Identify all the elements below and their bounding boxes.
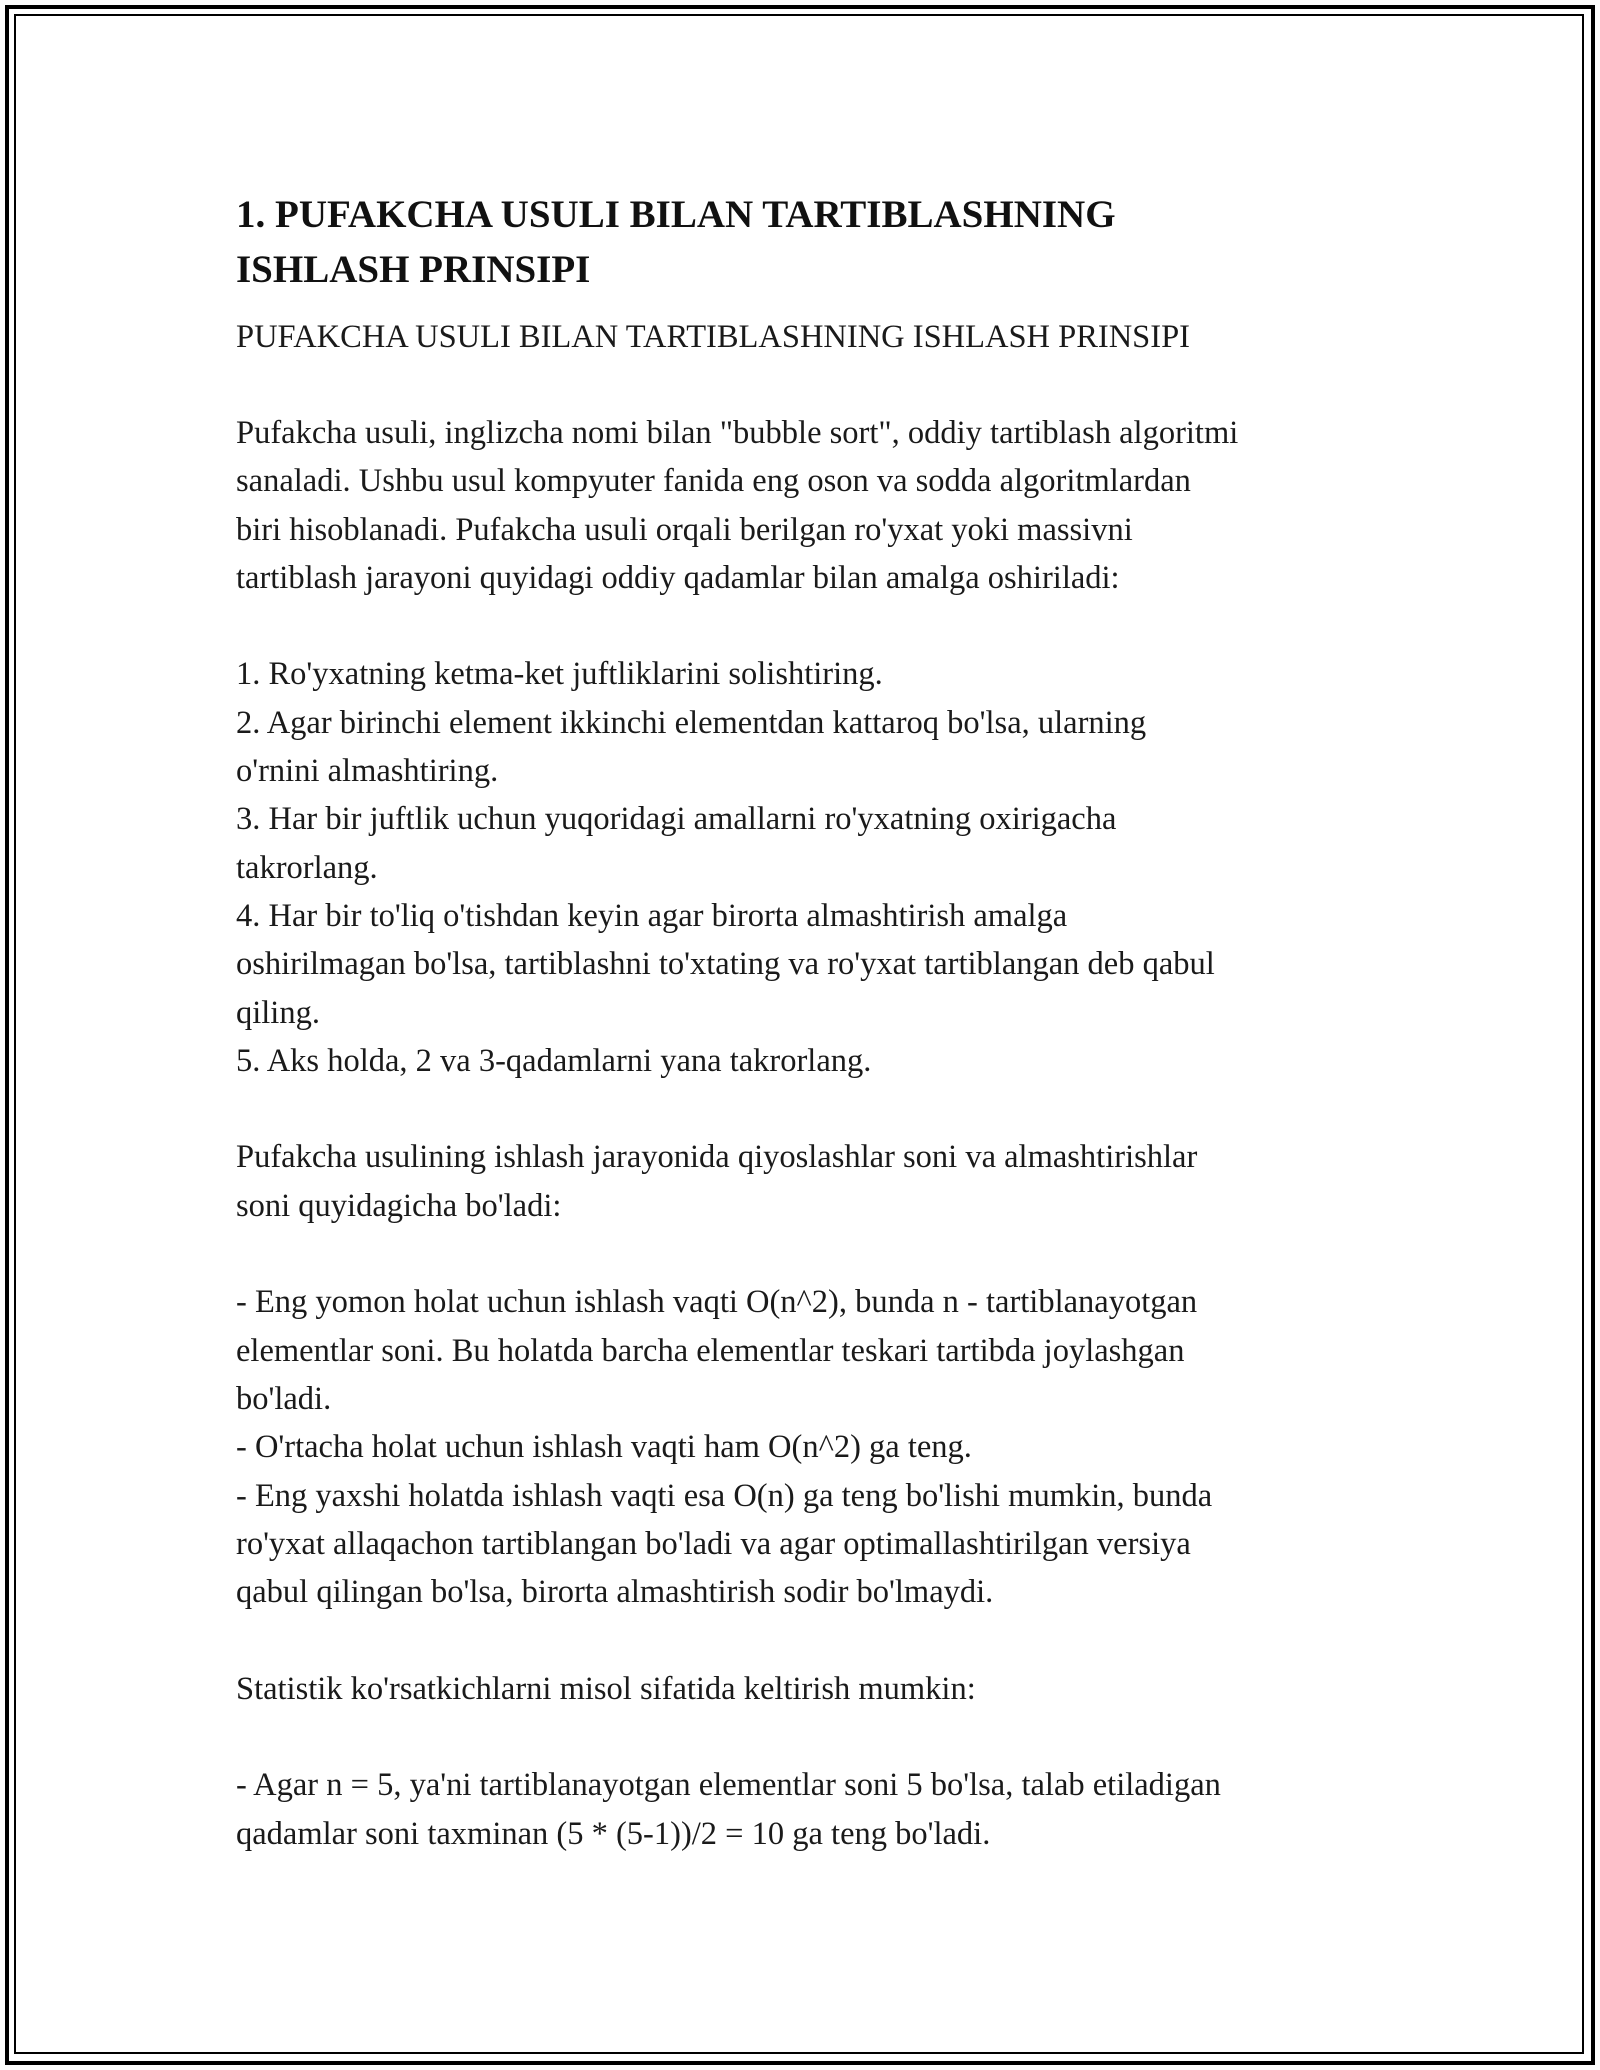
intro-line: tartiblash jarayoni quyidagi oddiy qadamlar bilan amalga oshiriladi: xyxy=(236,559,1120,596)
complexity-intro-line: soni quyidagicha bo'ladi: xyxy=(236,1187,562,1224)
paragraph-gap xyxy=(236,1085,1396,1133)
document-body xyxy=(236,187,1396,1858)
step-line: qiling. xyxy=(236,994,320,1031)
paragraph-gap xyxy=(236,1230,1396,1278)
step-line: o'rnini almashtiring. xyxy=(236,753,499,790)
complexity-intro-line: Pufakcha usulining ishlash jarayonida qiyoslashlar soni va almashtirishlar xyxy=(236,1139,1198,1176)
document-heading xyxy=(236,187,1396,297)
intro-line: biri hisoblanadi. Pufakcha usuli orqali berilgan ro'yxat yoki massivni xyxy=(236,511,1133,548)
step-line: 4. Har bir to'liq o'tishdan keyin agar birorta almashtirish amalga xyxy=(236,897,1068,934)
step-line: oshirilmagan bo'lsa, tartiblashni to'xtating va ro'yxat tartiblangan deb qabul xyxy=(236,946,1215,983)
heading-line: ISHLASH PRINSIPI xyxy=(236,248,591,291)
paragraph-gap xyxy=(236,1616,1396,1664)
complexity-line: - Eng yomon holat uchun ishlash vaqti O(n^2), bunda n - tartiblanayotgan xyxy=(236,1284,1198,1321)
step-line: 2. Agar birinchi element ikkinchi elementdan kattaroq bo'lsa, ularning xyxy=(236,704,1147,741)
heading-line: 1. PUFAKCHA USULI BILAN TARTIBLASHNING xyxy=(236,193,1116,236)
complexity-line: qabul qilingan bo'lsa, birorta almashtirish sodir bo'lmaydi. xyxy=(236,1574,994,1611)
step-line: takrorlang. xyxy=(236,849,378,886)
complexity-line: elementlar soni. Bu holatda barcha elementlar teskari tartibda joylashgan xyxy=(236,1332,1185,1369)
complexity-line: - O'rtacha holat uchun ishlash vaqti ham O(n^2) ga teng. xyxy=(236,1429,972,1466)
example-line: qadamlar soni taxminan (5 * (5-1))/2 = 10 ga teng bo'ladi. xyxy=(236,1815,991,1852)
complexity-line: bo'ladi. xyxy=(236,1380,332,1417)
paragraph-gap xyxy=(236,1713,1396,1761)
complexity-line: ro'yxat allaqachon tartiblangan bo'ladi va agar optimallashtirilgan versiya xyxy=(236,1525,1191,1562)
document-subtitle: PUFAKCHA USULI BILAN TARTIBLASHNING ISHLASH PRINSIPI xyxy=(236,319,1190,355)
stats-intro-line: Statistik ko'rsatkichlarni misol sifatida keltirish mumkin: xyxy=(236,1670,976,1707)
intro-line: sanaladi. Ushbu usul kompyuter fanida eng oson va sodda algoritmlardan xyxy=(236,463,1191,500)
document-text xyxy=(236,409,1396,1858)
example-line: - Agar n = 5, ya'ni tartiblanayotgan elementlar soni 5 bo'lsa, talab etiladigan xyxy=(236,1767,1221,1804)
step-line: 1. Ro'yxatning ketma-ket juftliklarini solishtiring. xyxy=(236,656,883,693)
paragraph-gap xyxy=(236,602,1396,650)
step-line: 3. Har bir juftlik uchun yuqoridagi amallarni ro'yxatning oxirigacha xyxy=(236,801,1117,838)
complexity-line: - Eng yaxshi holatda ishlash vaqti esa O(n) ga teng bo'lishi mumkin, bunda xyxy=(236,1477,1213,1514)
intro-line: Pufakcha usuli, inglizcha nomi bilan "bubble sort", oddiy tartiblash algoritmi xyxy=(236,415,1239,451)
step-line: 5. Aks holda, 2 va 3-qadamlarni yana takrorlang. xyxy=(236,1042,872,1079)
